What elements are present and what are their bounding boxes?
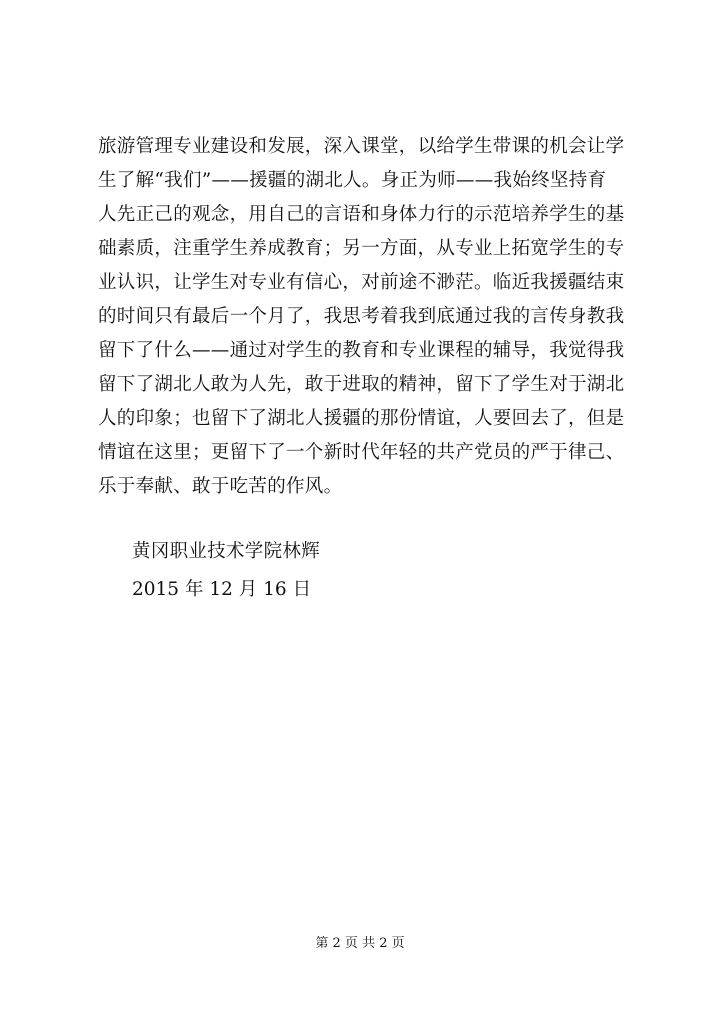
text-line: 人的印象；也留下了湖北人援疆的那份情谊，人要回去了，但是 — [98, 408, 625, 429]
text-line: 人先正己的观念，用自己的言语和身体力行的示范培养学生的基 — [98, 204, 625, 225]
text-line: 情谊在这里；更留下了一个新时代年轻的共产党员的严于律己、 — [98, 442, 625, 463]
text-line: 旅游管理专业建设和发展，深入课堂，以给学生带课的机会让学 — [98, 136, 625, 157]
page-footer: 第 2 页 共 2 页 — [315, 936, 405, 951]
text-line: 乐于奉献、敢于吃苦的作风。 — [98, 476, 343, 497]
text-line: 留下了什么——通过对学生的教育和专业课程的辅导，我觉得我 — [98, 340, 625, 361]
body-paragraph — [98, 130, 658, 504]
date: 2015 年 12 月 16 日 — [132, 579, 312, 600]
text-line: 留下了湖北人敢为人先，敢于进取的精神，留下了学生对于湖北 — [98, 374, 625, 395]
text-line: 础素质，注重学生养成教育；另一方面，从专业上拓宽学生的专 — [98, 238, 625, 259]
text-line: 业认识，让学生对专业有信心，对前途不渺茫。临近我援疆结束 — [98, 272, 625, 293]
text-line: 的时间只有最后一个月了，我思考着我到底通过我的言传身教我 — [98, 306, 625, 327]
signature: 黄冈职业技术学院林辉 — [132, 541, 321, 562]
text-line: 生了解“我们”——援疆的湖北人。身正为师——我始终坚持育 — [98, 170, 607, 191]
